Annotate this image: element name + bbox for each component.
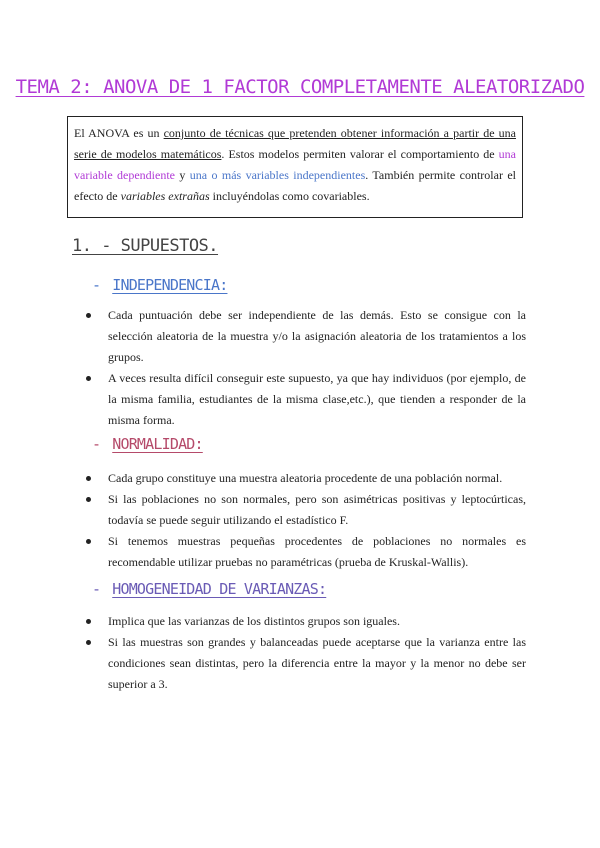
list-item-text: Si tenemos muestras pequeñas procedentes de poblaciones no normales es recomendable utilizar pruebas no paramétricas (prueba de Kruskal-Wallis).	[108, 534, 526, 569]
page-title: TEMA 2: ANOVA DE 1 FACTOR COMPLETAMENTE ALEATORIZADO	[15, 76, 585, 98]
bullet-icon	[86, 640, 91, 645]
intro-extraneous-variables: variables extrañas	[120, 189, 210, 203]
subheading-independencia	[92, 276, 227, 294]
bullet-icon	[86, 476, 91, 481]
list-item	[86, 368, 526, 431]
intro-text-1: El ANOVA es un	[74, 126, 164, 140]
list-item-text: Si las muestras son grandes y balanceadas puede aceptarse que la varianza entre las condiciones sean distintas, pero la diferencia entre la mayor y la menor no debe ser superior a 3.	[108, 635, 526, 691]
section-heading-supuestos: 1. - SUPUESTOS.	[72, 236, 219, 256]
intro-text-3: . Estos modelos permiten valorar el comportamiento de	[221, 147, 499, 161]
bullet-icon	[86, 619, 91, 624]
bullet-list-normalidad	[86, 468, 526, 573]
list-item-text: Si las poblaciones no son normales, pero son asimétricas positivas y leptocúrticas, todavía se puede seguir utilizando el estadístico F.	[108, 492, 526, 527]
intro-text-5: y	[175, 168, 190, 182]
bullet-list-independencia	[86, 305, 526, 431]
subheading-homogeneidad	[92, 580, 326, 598]
bullet-list-homogeneidad	[86, 611, 526, 695]
intro-text-7: . También permite controlar el efecto de	[74, 168, 516, 203]
intro-dependent-variable: una variable dependiente	[74, 147, 516, 182]
subheading-dash: -	[92, 435, 101, 453]
subheading-dash: -	[92, 580, 101, 598]
bullet-icon	[86, 376, 91, 381]
list-item	[86, 611, 526, 632]
bullet-icon	[86, 539, 91, 544]
list-item-text: Implica que las varianzas de los distintos grupos son iguales.	[108, 614, 400, 628]
list-item-text: A veces resulta difícil conseguir este supuesto, ya que hay individuos (por ejemplo, de la misma familia, estudiantes de la misma clase,etc.), que tienden a responder de la misma forma.	[108, 371, 526, 427]
intro-definition: conjunto de técnicas que pretenden obtener información a partir de una serie de modelos matemáticos	[74, 126, 516, 161]
list-item	[86, 468, 526, 489]
subheading-label: HOMOGENEIDAD DE VARIANZAS:	[112, 580, 327, 598]
list-item	[86, 305, 526, 368]
list-item-text: Cada puntuación debe ser independiente de las demás. Esto se consigue con la selección aleatoria de la muestra y/o la asignación aleatoria de los tratamientos a los grupos.	[108, 308, 526, 364]
intro-box	[67, 116, 523, 218]
bullet-icon	[86, 313, 91, 318]
bullet-icon	[86, 497, 91, 502]
list-item	[86, 531, 526, 573]
list-item	[86, 489, 526, 531]
subheading-dash: -	[92, 276, 101, 294]
subheading-label: INDEPENDENCIA:	[112, 276, 228, 294]
subheading-normalidad	[92, 435, 203, 453]
intro-text-9: incluyéndolas como covariables.	[209, 189, 370, 203]
list-item-text: Cada grupo constituye una muestra aleatoria procedente de una población normal.	[108, 471, 503, 485]
list-item	[86, 632, 526, 695]
subheading-label: NORMALIDAD:	[112, 435, 203, 453]
intro-independent-variables: una o más variables independientes	[189, 168, 366, 182]
